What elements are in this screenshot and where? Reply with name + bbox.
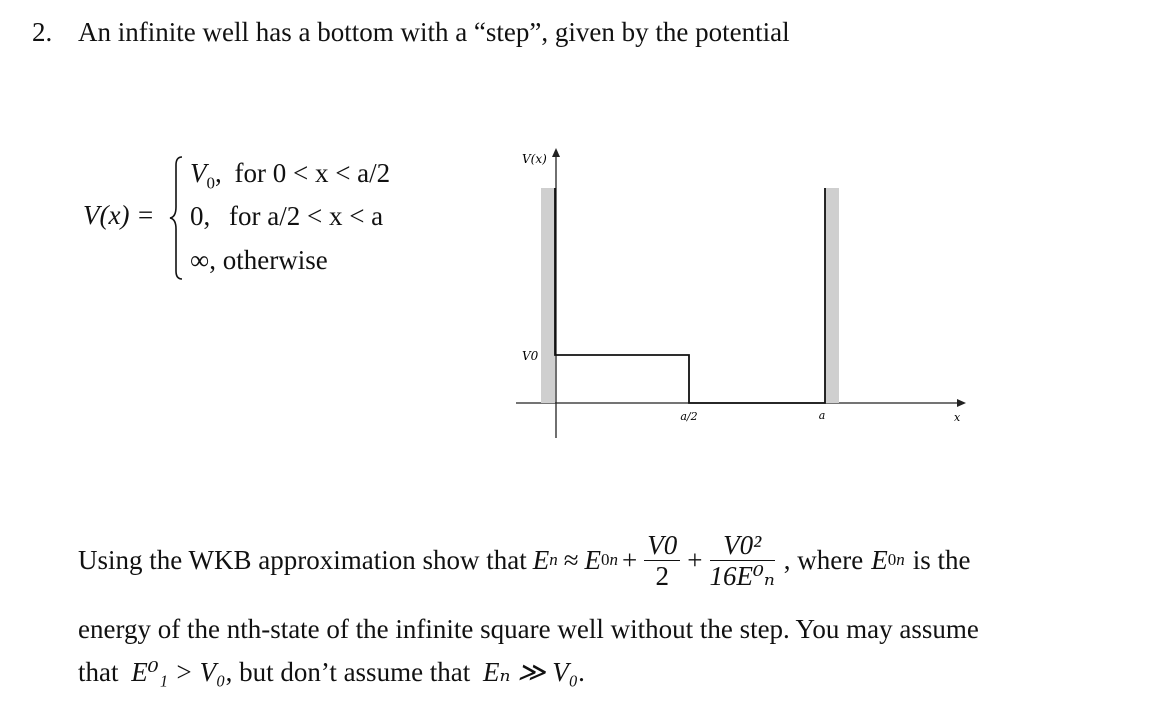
potential-piece-3: ∞, otherwise <box>190 245 328 275</box>
wkb-line-3: that E⁰₁ > V₀, but don’t assume that Eₙ ≫ V₀. <box>78 657 585 687</box>
potential-line <box>555 188 825 403</box>
wkb-line-1: Using the WKB approximation show that E n ≈ E 0 n + $\frac{V0}{2}$ + $\frac{\text{V0²}}{\text{16E⁰ₙ}}$ , where E 0 n is the <box>78 529 971 591</box>
fraction-v0sq-over-16e: $\frac{\text{V0²}}{\text{16E⁰ₙ}}$ <box>709 529 775 591</box>
potential-graph <box>510 148 970 448</box>
wkb-line-2: energy of the nth-state of the infinite square well without the step. You may assume <box>78 614 979 644</box>
problem-text: An infinite well has a bottom with a “step”, given by the potential <box>78 17 790 47</box>
right-wall <box>825 188 839 403</box>
x-axis-arrow <box>957 399 966 407</box>
potential-lhs: V(x) = <box>83 200 155 230</box>
graph-xlabel: x <box>954 411 961 424</box>
problem-statement <box>32 17 790 48</box>
problem-number: 2. <box>32 17 53 47</box>
y-axis-arrow <box>552 148 560 157</box>
fraction-v0-over-2: $\frac{V0}{2}$ <box>644 530 680 591</box>
tick-a: a <box>818 409 826 422</box>
left-brace <box>168 155 188 281</box>
potential-piece-1: $V_0$, for 0 < x < a/2 <box>190 158 391 193</box>
potential-piece-2: 0, for a/2 < x < a <box>190 201 384 231</box>
graph-v0-label: V0 <box>522 349 539 363</box>
graph-ylabel: V(x) <box>522 152 547 166</box>
tick-a-half: a/2 <box>680 410 698 423</box>
left-wall <box>541 188 555 403</box>
